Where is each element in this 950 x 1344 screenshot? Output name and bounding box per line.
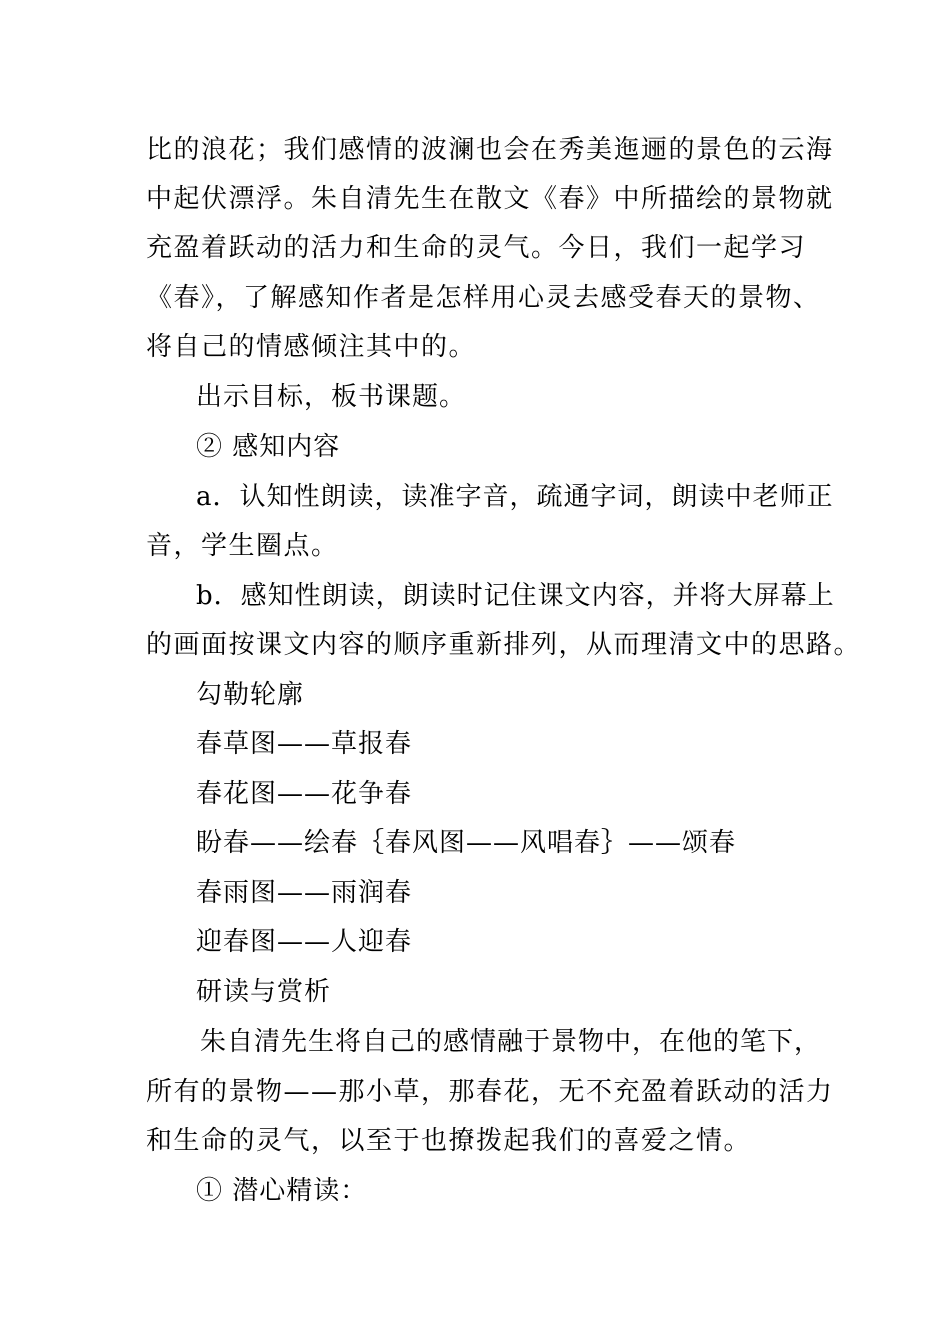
paragraph-line: 充盈着跃动的活力和生命的灵气。今日，我们一起学习 xyxy=(146,233,807,263)
paragraph-line: 将自己的情感倾注其中的。 xyxy=(146,332,477,362)
paragraph-line: 的画面按课文内容的顺序重新排列，从而理清文中的思路。 xyxy=(146,630,862,660)
paragraph-line: a．认知性朗读，读准字音，疏通字词，朗读中老师正 xyxy=(196,482,834,512)
paragraph-line: 《春》，了解感知作者是怎样用心灵去感受春天的景物、 xyxy=(146,283,821,313)
section-heading: ② 感知内容 xyxy=(196,432,341,462)
outline-item: 迎春图——人迎春 xyxy=(196,927,413,957)
paragraph-line: 中起伏漂浮。朱自清先生在散文《春》中所描绘的景物就 xyxy=(146,184,834,214)
paragraph-line: 和生命的灵气，以至于也撩拨起我们的喜爱之情。 xyxy=(146,1126,752,1156)
paragraph-line: 所有的景物——那小草，那春花，无不充盈着跃动的活力 xyxy=(146,1077,834,1107)
paragraph-line: 比的浪花；我们感情的波澜也会在秀美迤逦的景色的云海 xyxy=(146,135,834,165)
outline-item: 盼春——绘春｛春风图——风唱春｝——颂春 xyxy=(196,828,737,858)
outline-item: 春花图——花争春 xyxy=(196,779,413,809)
outline-heading: 勾勒轮廓 xyxy=(196,680,305,710)
paragraph-line: 朱自清先生将自己的感情融于景物中，在他的笔下， xyxy=(200,1027,822,1057)
outline-item: 春草图——草报春 xyxy=(196,729,413,759)
paragraph-line: 音，学生圈点。 xyxy=(146,531,339,561)
paragraph-line: b．感知性朗读，朗读时记住课文内容，并将大屏幕上 xyxy=(196,581,835,611)
outline-item: 春雨图——雨润春 xyxy=(196,878,413,908)
section-heading: 研读与赏析 xyxy=(196,977,332,1007)
section-heading: ① 潜心精读： xyxy=(196,1176,368,1206)
paragraph-line: 出示目标，板书课题。 xyxy=(196,382,467,412)
